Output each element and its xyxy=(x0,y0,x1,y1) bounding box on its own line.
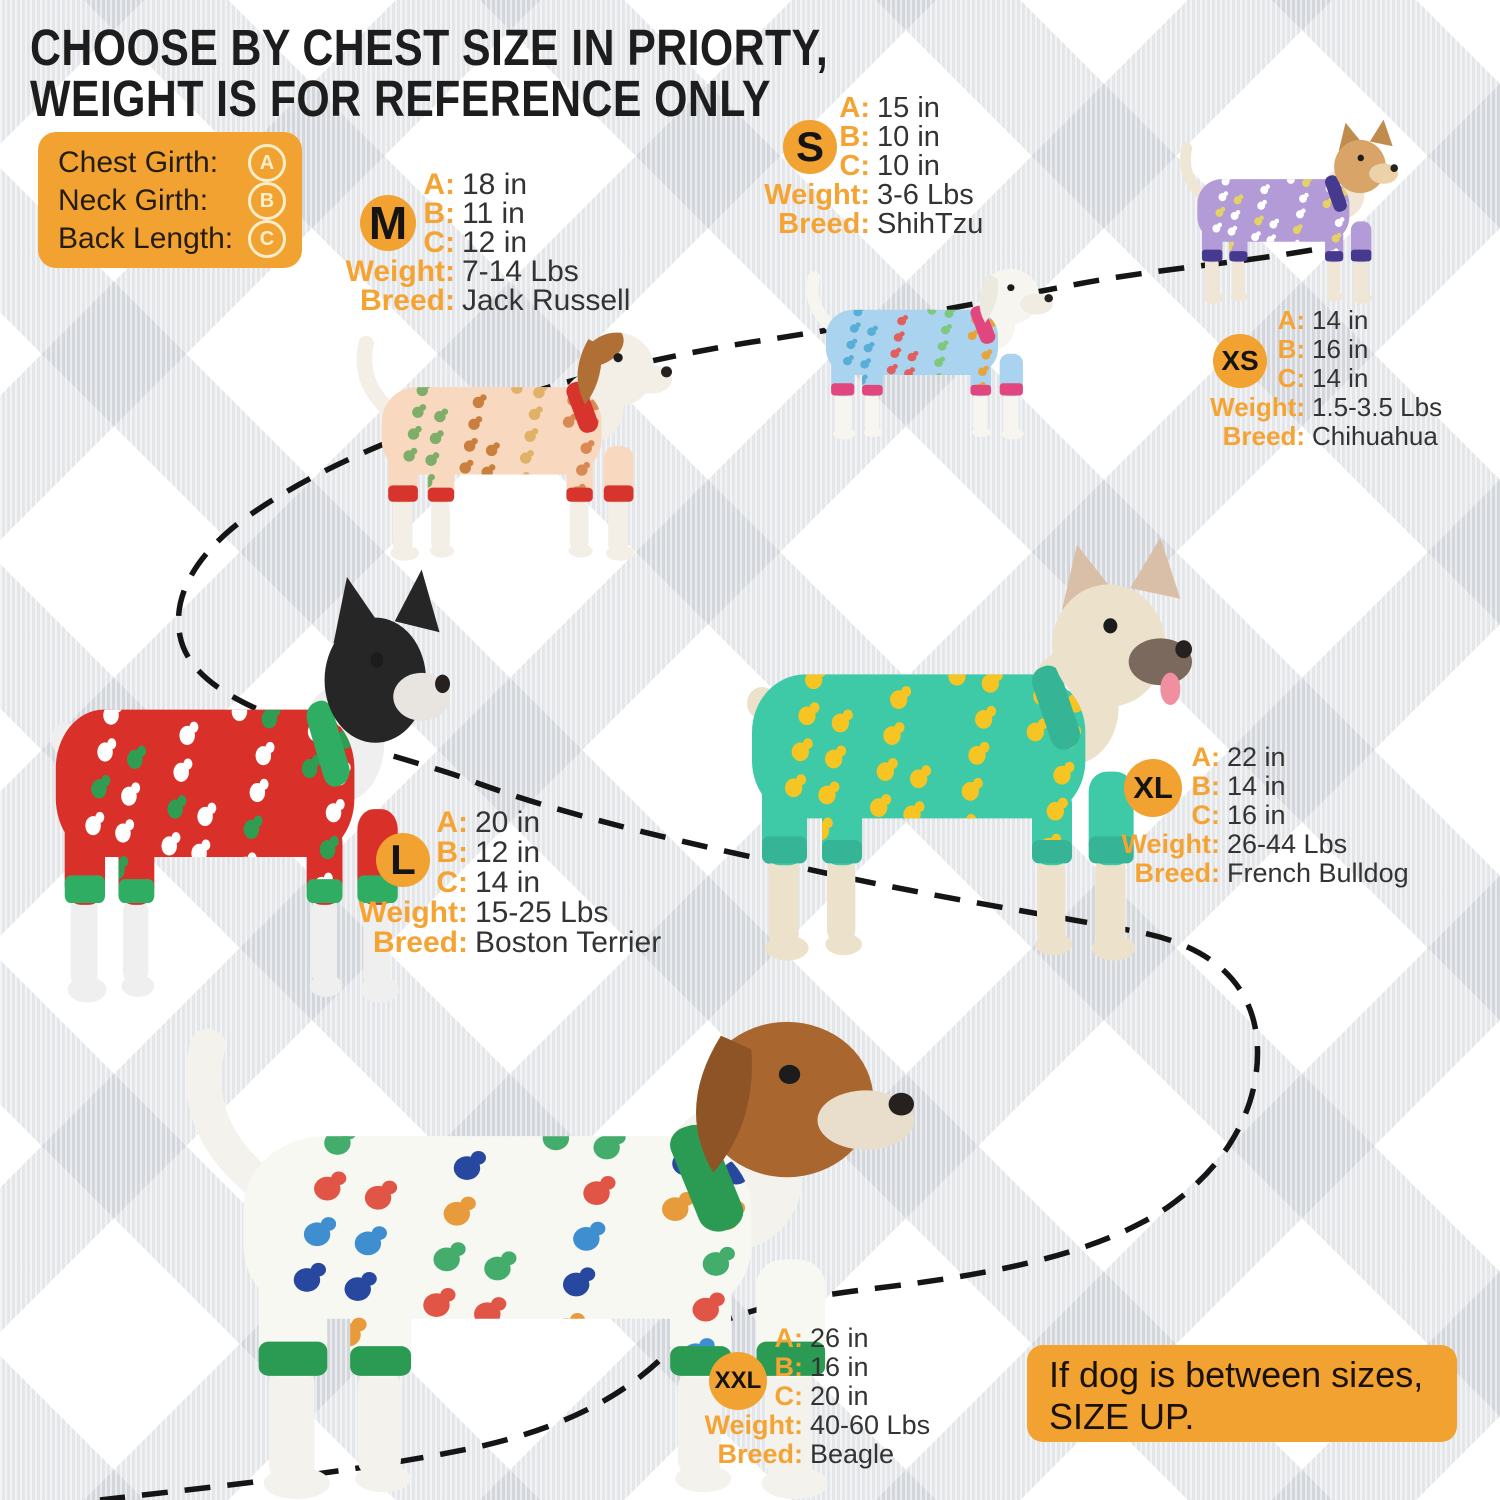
size-info-xs xyxy=(1150,306,1442,451)
value-breed: Boston Terrier xyxy=(475,926,662,959)
value-weight: 1.5-3.5 Lbs xyxy=(1312,392,1443,422)
label-breed: Breed: xyxy=(359,284,455,317)
value-breed: Beagle xyxy=(810,1439,895,1469)
value-back: 14 in xyxy=(475,866,541,899)
value-back: 12 in xyxy=(462,226,528,259)
legend-label-chest: Chest Girth: xyxy=(58,146,219,179)
size-info-xl xyxy=(1095,743,1409,888)
legend-label-neck: Neck Girth: xyxy=(58,184,209,217)
label-back: C: xyxy=(774,1381,803,1411)
label-weight: Weight: xyxy=(704,1410,803,1440)
label-weight: Weight: xyxy=(345,255,455,288)
label-neck: B: xyxy=(423,197,455,230)
value-weight: 15-25 Lbs xyxy=(475,896,609,929)
label-chest: A: xyxy=(1277,305,1305,335)
label-chest: A: xyxy=(1191,742,1220,772)
label-breed: Breed: xyxy=(372,926,468,959)
label-back: C: xyxy=(436,866,468,899)
value-chest: 26 in xyxy=(810,1323,869,1353)
legend-label-back: Back Length: xyxy=(58,222,234,255)
label-neck: B: xyxy=(436,836,468,869)
label-back: C: xyxy=(839,150,870,182)
legend-row-chest xyxy=(58,144,286,182)
size-info-s xyxy=(735,94,983,239)
value-weight: 7-14 Lbs xyxy=(462,255,579,288)
label-breed: Breed: xyxy=(1134,858,1220,888)
label-breed: Breed: xyxy=(717,1439,803,1469)
size-badge-xl: XL xyxy=(1124,759,1182,817)
value-chest: 20 in xyxy=(475,806,541,839)
legend-row-neck xyxy=(58,182,286,220)
value-neck: 12 in xyxy=(475,836,541,869)
note-line-2: SIZE UP. xyxy=(1049,1396,1195,1437)
value-neck: 11 in xyxy=(462,197,525,230)
size-badge-xxl: XXL xyxy=(709,1352,767,1410)
value-breed: French Bulldog xyxy=(1227,858,1409,888)
label-neck: B: xyxy=(1191,771,1220,801)
size-info-xxl xyxy=(680,1324,930,1469)
size-info-m xyxy=(310,170,630,315)
label-weight: Weight: xyxy=(1121,829,1220,859)
value-neck: 14 in xyxy=(1227,771,1286,801)
dog-photo-shihtzu xyxy=(795,246,1053,442)
label-back: C: xyxy=(423,226,455,259)
value-back: 16 in xyxy=(1227,800,1286,830)
value-chest: 22 in xyxy=(1227,742,1286,772)
size-up-note xyxy=(1027,1345,1457,1442)
value-back: 20 in xyxy=(810,1381,869,1411)
label-neck: B: xyxy=(1277,334,1305,364)
size-badge-m: M xyxy=(360,195,416,251)
value-back: 10 in xyxy=(877,150,940,182)
value-breed: Chihuahua xyxy=(1312,421,1438,451)
value-neck: 16 in xyxy=(810,1352,869,1382)
label-chest: A: xyxy=(423,168,455,201)
size-info-l xyxy=(340,808,661,958)
measurement-legend xyxy=(38,132,302,268)
value-neck: 10 in xyxy=(877,121,940,153)
value-neck: 16 in xyxy=(1312,334,1369,364)
value-chest: 14 in xyxy=(1312,305,1369,335)
dog-photo-chihuahua xyxy=(1170,118,1398,306)
label-chest: A: xyxy=(839,92,870,124)
label-neck: B: xyxy=(839,121,870,153)
title-line-1: CHOOSE BY CHEST SIZE IN PRIORTY, xyxy=(30,19,829,76)
legend-row-back xyxy=(58,220,286,258)
value-back: 14 in xyxy=(1312,363,1369,393)
value-weight: 40-60 Lbs xyxy=(810,1410,931,1440)
label-weight: Weight: xyxy=(358,896,468,929)
circled-c-icon: C xyxy=(248,220,286,258)
label-back: C: xyxy=(1191,800,1220,830)
label-weight: Weight: xyxy=(764,179,870,211)
note-line-1: If dog is between sizes, xyxy=(1049,1354,1424,1395)
value-weight: 26-44 Lbs xyxy=(1227,829,1348,859)
size-badge-l: L xyxy=(376,833,430,887)
label-weight: Weight: xyxy=(1210,392,1305,422)
size-badge-xs: XS xyxy=(1213,334,1267,388)
dog-photo-jack-russell xyxy=(342,302,672,564)
label-breed: Breed: xyxy=(778,208,870,240)
label-chest: A: xyxy=(774,1323,803,1353)
value-chest: 15 in xyxy=(877,92,940,124)
label-breed: Breed: xyxy=(1222,421,1305,451)
value-chest: 18 in xyxy=(462,168,528,201)
value-breed: ShihTzu xyxy=(877,208,984,240)
size-badge-s: S xyxy=(783,120,837,174)
label-chest: A: xyxy=(436,806,468,839)
circled-a-icon: A xyxy=(248,144,286,182)
label-neck: B: xyxy=(774,1352,803,1382)
label-back: C: xyxy=(1277,363,1305,393)
value-breed: Jack Russell xyxy=(462,284,631,317)
circled-b-icon: B xyxy=(248,182,286,220)
title-line-2: WEIGHT IS FOR REFERENCE ONLY xyxy=(30,70,771,127)
page-title xyxy=(30,19,829,127)
value-weight: 3-6 Lbs xyxy=(877,179,974,211)
